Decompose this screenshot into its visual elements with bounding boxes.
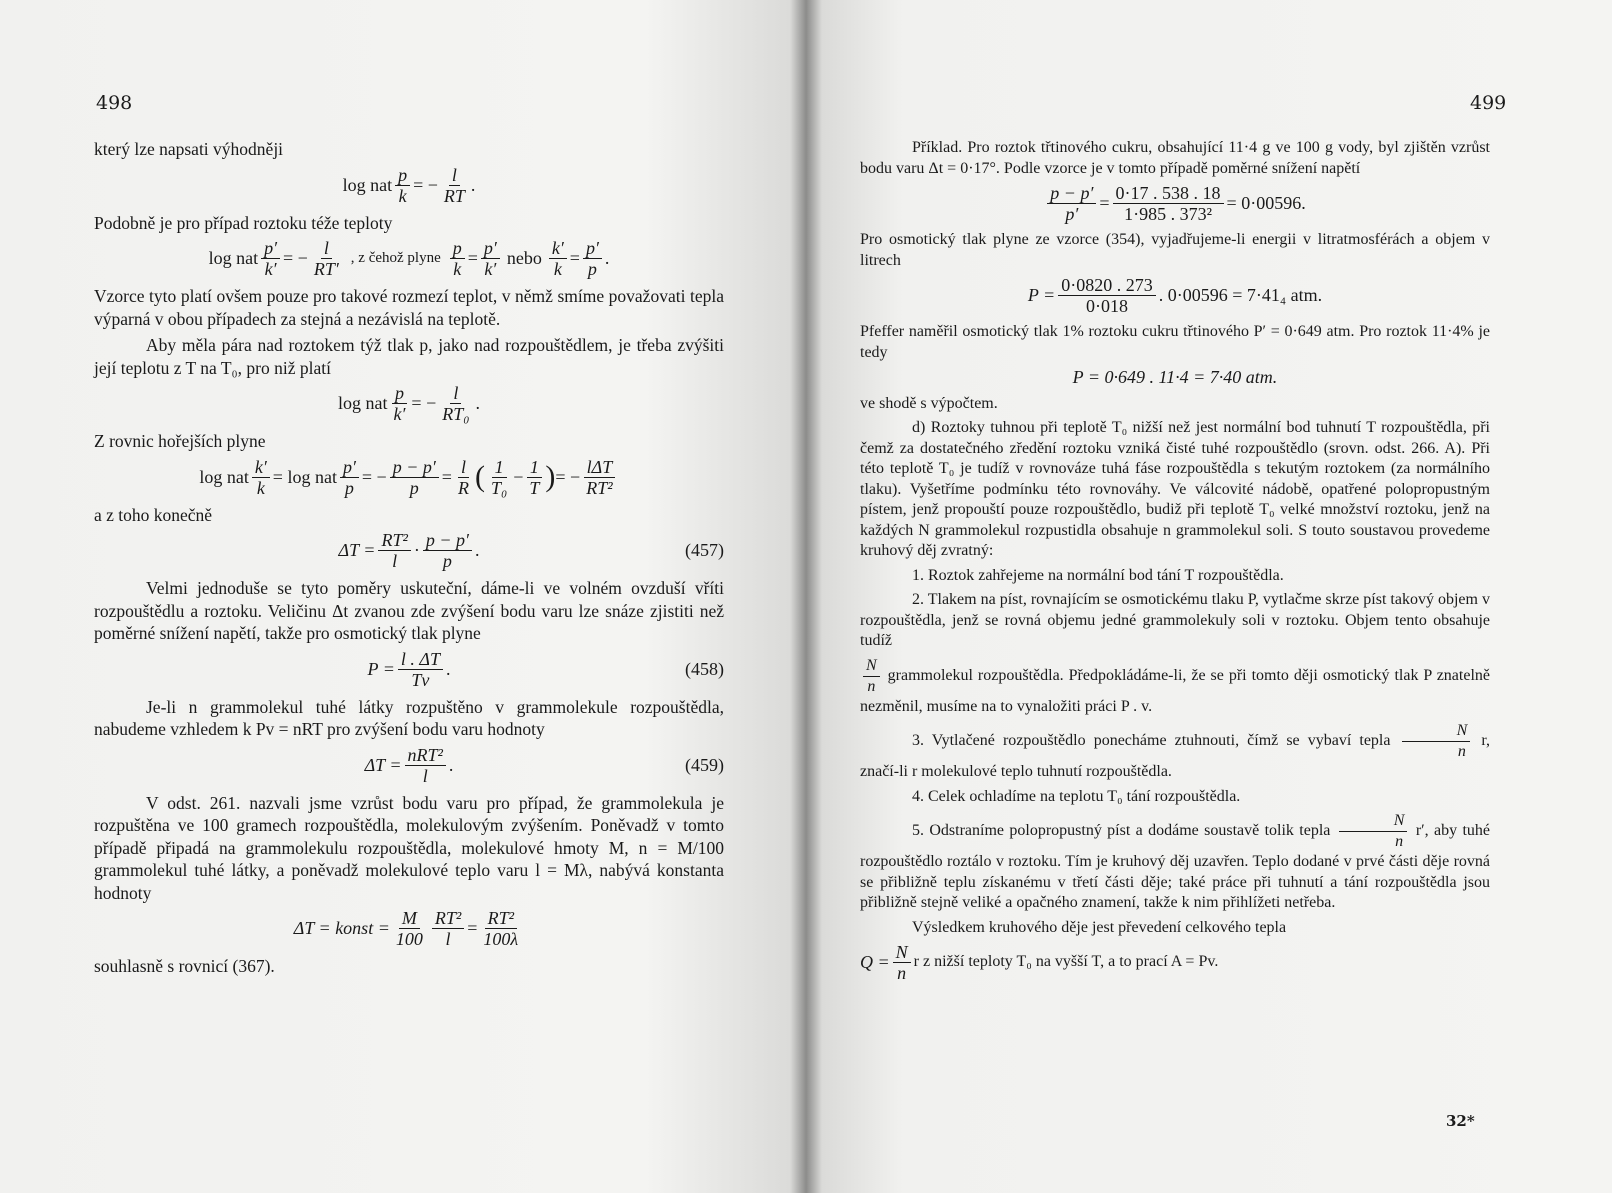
numerator: p′ bbox=[261, 238, 280, 259]
eq-text: log nat bbox=[342, 174, 393, 195]
numerator: l bbox=[458, 457, 469, 478]
fraction bbox=[261, 238, 280, 279]
denominator: 0·018 bbox=[1085, 296, 1128, 316]
paragraph-vysledek: Výsledkem kruhového děje jest převedení celkového tepla bbox=[912, 918, 1287, 936]
fraction bbox=[1113, 183, 1224, 224]
denominator: k′ bbox=[484, 259, 497, 279]
numerator: 0·17 . 538 . 18 bbox=[1113, 183, 1224, 204]
paragraph-similar: Podobně je pro případ roztoku téže teploty bbox=[94, 212, 393, 233]
eq-text: . bbox=[474, 540, 480, 561]
right-page bbox=[806, 0, 1612, 1193]
eq-text: = 0·00596. bbox=[1226, 193, 1306, 214]
denominator: 100 bbox=[395, 929, 423, 949]
numerator: p − p′ bbox=[390, 457, 439, 478]
denominator: RT′ bbox=[313, 259, 339, 279]
numerator: 0·0820 . 273 bbox=[1058, 275, 1156, 296]
paragraph-souhlasne: souhlasně s rovnicí (367). bbox=[94, 956, 275, 976]
eq-text: = − bbox=[413, 174, 438, 195]
numerator: p − p′ bbox=[423, 530, 472, 551]
denominator: Tv bbox=[411, 669, 430, 690]
denominator: n bbox=[1457, 743, 1466, 760]
eq-text: = − bbox=[555, 466, 581, 487]
equation-konst bbox=[94, 908, 724, 949]
denominator: l bbox=[445, 929, 451, 949]
numerator: RT² bbox=[432, 908, 464, 929]
fraction bbox=[583, 457, 615, 498]
step-2-text: grammolekul rozpouštědla. Předpokládáme-li, že se při tomto ději osmotický tlak P znatelně nezměnil, musíme na to vynaložiti práci P . v. bbox=[860, 666, 1490, 715]
denominator: n bbox=[1395, 833, 1404, 850]
step-5-text-a: 5. Odstraníme polopropustný píst a dodáme soustavě tolik tepla bbox=[912, 822, 1331, 840]
intro-text: který lze napsati výhodněji bbox=[94, 139, 284, 159]
denominator: RT bbox=[443, 185, 465, 206]
fraction bbox=[455, 457, 472, 498]
eq-text: , z čehož plyne bbox=[350, 250, 441, 267]
numerator: nRT² bbox=[405, 745, 446, 766]
fraction bbox=[398, 649, 443, 690]
right-page-text bbox=[860, 138, 1490, 989]
fraction bbox=[390, 457, 439, 498]
fraction bbox=[405, 745, 446, 786]
fraction bbox=[395, 165, 410, 206]
eq-text: = bbox=[467, 248, 478, 269]
fraction bbox=[1339, 811, 1408, 852]
numerator: p bbox=[450, 238, 465, 259]
denominator: p bbox=[442, 551, 452, 571]
eq-text: nebo bbox=[506, 248, 542, 269]
numerator: M bbox=[399, 908, 420, 929]
left-page-text bbox=[94, 138, 724, 982]
eq-text: . bbox=[448, 754, 454, 775]
paragraph-vodst: V odst. 261. nazvali jsme vzrůst bodu varu pro případ, že grammolekula je rozpuštěna ve 100 gramech rozpouštědla, molekulovým zvýšením. Poněvadž v tomto případě připadá na grammolekulu rozpouštědla, molekulové hmoty M, n = M/100 grammolekul tuhé látky, a poněvadž molekulové teplo varu l = Mλ, nabývá konstanta hodnoty bbox=[94, 792, 724, 903]
fraction bbox=[1058, 275, 1156, 316]
eq-text: ( bbox=[474, 459, 485, 493]
numerator: p bbox=[392, 383, 407, 404]
step-2-continued bbox=[860, 656, 1490, 718]
numerator: p′ bbox=[481, 238, 500, 259]
numerator: k′ bbox=[549, 238, 567, 259]
numerator: lΔT bbox=[584, 457, 616, 478]
numerator: p′ bbox=[583, 238, 602, 259]
equation-P bbox=[860, 275, 1490, 316]
signature-mark: 32* bbox=[1446, 1112, 1475, 1130]
fraction bbox=[432, 908, 464, 949]
paragraph-atoho: a z toho konečně bbox=[94, 504, 213, 525]
denominator: T bbox=[529, 477, 540, 498]
numerator: 1 bbox=[492, 457, 507, 478]
eq-text: ) bbox=[545, 459, 556, 493]
fraction bbox=[549, 238, 567, 279]
denominator: 1·985 . 373² bbox=[1124, 204, 1212, 224]
paragraph-vzorce: Vzorce tyto platí ovšem pouze pro takové rozmezí teplot, v němž smíme považovati tepla výparná v obou případech za stejná a nezávislá na teplotě. bbox=[94, 286, 724, 329]
fraction bbox=[393, 908, 426, 949]
denominator: p bbox=[409, 477, 419, 498]
denominator: RT² bbox=[586, 477, 613, 498]
equation-4 bbox=[94, 457, 724, 498]
step-5 bbox=[860, 811, 1490, 914]
fraction bbox=[1047, 183, 1096, 224]
eq-text: . bbox=[445, 658, 451, 679]
eq-text: = log nat bbox=[272, 466, 337, 487]
paragraph-veshode: ve shodě s výpočtem. bbox=[860, 394, 998, 412]
eq-text: log nat bbox=[337, 393, 388, 414]
fraction bbox=[441, 165, 468, 206]
fraction bbox=[252, 457, 270, 498]
eq-text: · bbox=[413, 540, 420, 561]
fraction bbox=[311, 238, 342, 279]
denominator: k bbox=[398, 185, 407, 206]
step-1: 1. Roztok zahřejeme na normální bod tání T rozpouštědla. bbox=[912, 566, 1284, 584]
equation-number: (459) bbox=[685, 754, 724, 775]
fraction bbox=[439, 383, 472, 424]
page-number-left: 498 bbox=[96, 92, 133, 114]
fraction bbox=[863, 656, 880, 697]
paragraph-zrovnic: Z rovnic hořejších plyne bbox=[94, 431, 266, 451]
fraction bbox=[1402, 721, 1471, 762]
denominator: k bbox=[453, 259, 462, 279]
eq-text: . bbox=[475, 393, 480, 414]
eq-text: − bbox=[513, 466, 524, 487]
equation-2 bbox=[94, 238, 724, 279]
eq-text: = bbox=[1099, 193, 1110, 214]
equation-3 bbox=[94, 383, 724, 424]
denominator: k bbox=[553, 259, 562, 279]
eq-text: = − bbox=[361, 466, 387, 487]
numerator: p′ bbox=[340, 457, 359, 478]
paragraph-proosm: Pro osmotický tlak plyne ze vzorce (354), vyjadřujeme-li energii v litratmosférách a objem v litrech bbox=[860, 231, 1490, 269]
numerator: N bbox=[863, 656, 880, 677]
denominator: p bbox=[587, 259, 597, 279]
fraction bbox=[450, 238, 465, 279]
numerator: k′ bbox=[252, 457, 270, 478]
denominator: p bbox=[344, 477, 354, 498]
equation-number: (458) bbox=[685, 658, 724, 679]
equation-457 bbox=[94, 530, 724, 571]
equation-Q bbox=[860, 942, 1490, 983]
fraction bbox=[481, 238, 500, 279]
numerator: l bbox=[450, 383, 461, 404]
numerator: l bbox=[449, 165, 460, 186]
eq-text: P = bbox=[367, 658, 395, 679]
denominator: R bbox=[457, 477, 469, 498]
numerator: RT² bbox=[378, 530, 410, 551]
eq-text: = − bbox=[283, 248, 308, 269]
numerator: p bbox=[395, 165, 410, 186]
paragraph-pfeffer: Pfeffer naměřil osmotický tlak 1% roztoku cukru třtinového P′ = 0·649 atm. Pro roztok 11·4% je tedy bbox=[860, 323, 1490, 361]
paragraph-aby: Aby měla pára nad roztokem týž tlak p, jako nad rozpouštědlem, je třeba zvýšiti její teplotu z T na T₀, pro niž platí bbox=[94, 335, 724, 378]
denominator: k′ bbox=[264, 259, 277, 279]
denominator: l bbox=[392, 551, 398, 571]
denominator: l bbox=[422, 765, 428, 786]
fraction bbox=[378, 530, 410, 571]
numerator: 1 bbox=[527, 457, 542, 478]
eq-text: = bbox=[569, 248, 580, 269]
paragraph-priklad: Příklad. Pro roztok třtinového cukru, obsahující 11·4 g ve 100 g vody, byl zjištěn vzrůst bodu varu Δt = 0·17°. Podle vzorce je v tomto případě poměrné snížení napětí bbox=[860, 139, 1490, 177]
denominator: k′ bbox=[393, 404, 406, 424]
equation-number: (457) bbox=[685, 540, 724, 561]
denominator: k bbox=[256, 477, 265, 498]
eq-text: log nat bbox=[199, 466, 249, 487]
eq-text: . bbox=[604, 248, 610, 269]
step-5-text-b: r′, aby tuhé rozpouštědlo roztálo v roztoku. Tím je kruhový děj uzavřen. Teplo dodané v prvé části děje rovná se přibližně teplu získanému v třetí části děje; také práce při tuhnutí a tání rozpouštědla jsou přibližně stejně veliké a opačného znamení, takže k nim přihlížeti netřeba. bbox=[860, 822, 1491, 911]
fraction bbox=[893, 942, 911, 983]
numerator: N bbox=[1402, 721, 1471, 742]
denominator: T₀ bbox=[490, 477, 508, 498]
numerator: l bbox=[321, 238, 332, 259]
numerator: RT² bbox=[485, 908, 517, 929]
step-3-text-b: r, značí-li r molekulové teplo tuhnutí rozpouštědla. bbox=[860, 732, 1491, 780]
paragraph-velmi: Velmi jednoduše se tyto poměry uskuteční, dáme-li ve volném ovzduší vříti rozpouštědlu a roztoku. Veličinu Δt zvanou zde zvýšení bodu varu lze snáze zjistiti než poměrné snížení napětí, takže pro osmotický tlak plyne bbox=[94, 578, 724, 643]
step-3-text-a: 3. Vytlačené rozpouštědlo ponecháme ztuhnouti, čímž se vybaví tepla bbox=[912, 732, 1391, 750]
equation-459 bbox=[94, 745, 724, 786]
step-4: 4. Celek ochladíme na teplotu T₀ tání rozpouštědla. bbox=[912, 787, 1241, 805]
numerator: p − p′ bbox=[1047, 183, 1096, 204]
fraction bbox=[390, 383, 408, 424]
fraction bbox=[340, 457, 359, 498]
equation-1 bbox=[94, 165, 724, 206]
fraction bbox=[488, 457, 510, 498]
eq-text: Q = bbox=[860, 952, 890, 973]
eq-text: ΔT = konst = bbox=[293, 918, 390, 939]
eq-text: = − bbox=[411, 393, 437, 414]
fraction bbox=[423, 530, 472, 571]
paragraph-jeli: Je-li n grammolekul tuhé látky rozpuštěno v grammolekule rozpouštědla, nabudeme vzhledem k Pv = nRT pro zvýšení bodu varu hodnoty bbox=[94, 696, 724, 739]
fraction bbox=[480, 908, 521, 949]
eq-text: = bbox=[441, 466, 452, 487]
eq-text: = bbox=[467, 918, 478, 939]
denominator: n bbox=[867, 677, 876, 695]
eq-text: . bbox=[470, 174, 476, 195]
equation-P2: P = 0·649 . 11·4 = 7·40 atm. bbox=[1072, 367, 1278, 387]
step-3 bbox=[860, 721, 1490, 783]
eq-text: P = bbox=[1027, 285, 1056, 306]
paragraph-d: d) Roztoky tuhnou při teplotě T₀ nižší než jest normální bod tuhnutí T rozpouštědla, při čemž za dostatečného zředění roztoku vzniká čisté tuhé rozpouštědlo (srovn. odst. 266. A). Při této teplotě T₀ je tudíž v rovnováze tuhá fáse rozpouštědla s tekutým roztokem (za normálního tlaku). Vyšetříme podmínku této rovnováhy. Ve válcovité nádobě, opatřené polopropustným pístem, jenž propouští pouze rozpouštědlo, budiž při teplotě T₀ velké množství roztoku, jenž na každých N grammolekul rozpustidla obsahuje n grammolekul soli. S touto soustavou provedeme kruhový děj zvratný: bbox=[860, 419, 1490, 559]
fraction bbox=[583, 238, 602, 279]
denominator: 100λ bbox=[483, 929, 519, 949]
eq-text: ΔT = bbox=[338, 540, 376, 561]
equation-458 bbox=[94, 649, 724, 690]
numerator: l . ΔT bbox=[398, 649, 443, 670]
numerator: N bbox=[893, 942, 911, 963]
equation-ratio bbox=[860, 183, 1490, 224]
page-number-right: 499 bbox=[1470, 92, 1507, 114]
eq-text: log nat bbox=[208, 248, 259, 269]
denominator: n bbox=[897, 963, 907, 983]
eq-text: . 0·00596 = 7·41₄ atm. bbox=[1158, 285, 1323, 306]
eq-text: r z nižší teploty T₀ na vyšší T, a to prací A = Pv. bbox=[913, 953, 1219, 971]
numerator: N bbox=[1339, 811, 1408, 832]
eq-text: ΔT = bbox=[364, 754, 402, 775]
denominator: RT₀ bbox=[442, 404, 470, 424]
fraction bbox=[526, 457, 542, 498]
step-2: 2. Tlakem na píst, rovnajícím se osmotickému tlaku P, vytlačme skrze píst takový objem v rozpouštědla, jenž se rovná objemu jedné grammolekuly soli v roztoku. Objem tento obsahuje tudíž bbox=[860, 591, 1490, 649]
denominator: p′ bbox=[1065, 204, 1079, 224]
